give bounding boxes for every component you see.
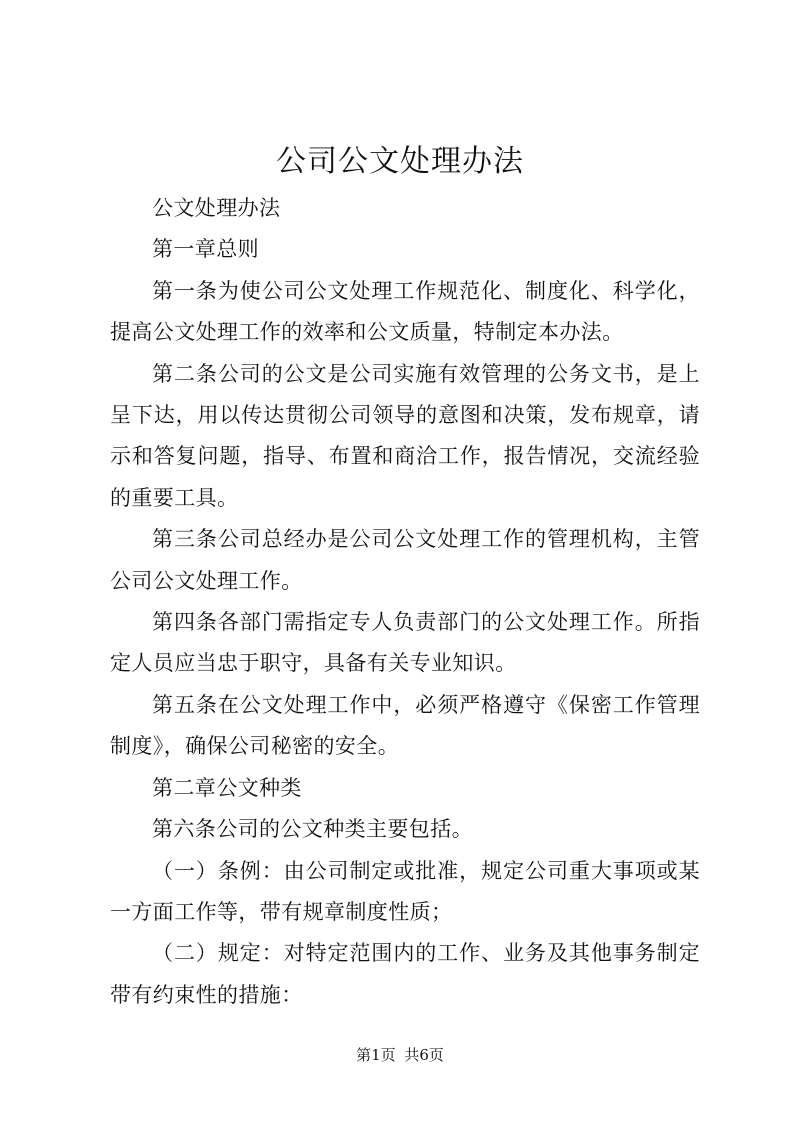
page-footer xyxy=(0,1044,800,1066)
article-5: 第五条在公文处理工作中，必须严格遵守《保密工作管理制度》，确保公司秘密的安全。 xyxy=(110,692,700,759)
article-2: 第二条公司的公文是公司实施有效管理的公务文书，是上呈下达，用以传达贯彻公司领导的意图和决策，发布规章，请示和答复问题，指导、布置和商洽工作，报告情况，交流经验的重要工具。 xyxy=(110,361,700,510)
document-body xyxy=(110,188,700,1016)
article-4: 第四条各部门需指定专人负责部门的公文处理工作。所指定人员应当忠于职守，具备有关专业知识。 xyxy=(110,610,700,676)
list-item-rules: （二）规定：对特定范围内的工作、业务及其他事务制定带有约束性的措施： xyxy=(110,941,700,1007)
page-number: 第1页 xyxy=(356,1046,396,1064)
paragraph-heading: 公文处理办法 xyxy=(152,196,281,220)
page-total: 共6页 xyxy=(404,1046,444,1064)
article-3: 第三条公司总经办是公司公文处理工作的管理机构，主管公司公文处理工作。 xyxy=(110,527,700,593)
article-1: 第一条为使公司公文处理工作规范化、制度化、科学化，提高公文处理工作的效率和公文质量，特制定本办法。 xyxy=(110,278,700,345)
list-item-regulations: （一）条例：由公司制定或批准，规定公司重大事项或某一方面工作等，带有规章制度性质； xyxy=(110,858,700,924)
document-title: 公司公文处理办法 xyxy=(276,144,524,179)
chapter-1-heading: 第一章总则 xyxy=(152,237,259,262)
article-6: 第六条公司的公文种类主要包括。 xyxy=(152,817,473,842)
chapter-2-heading: 第二章公文种类 xyxy=(152,775,302,800)
